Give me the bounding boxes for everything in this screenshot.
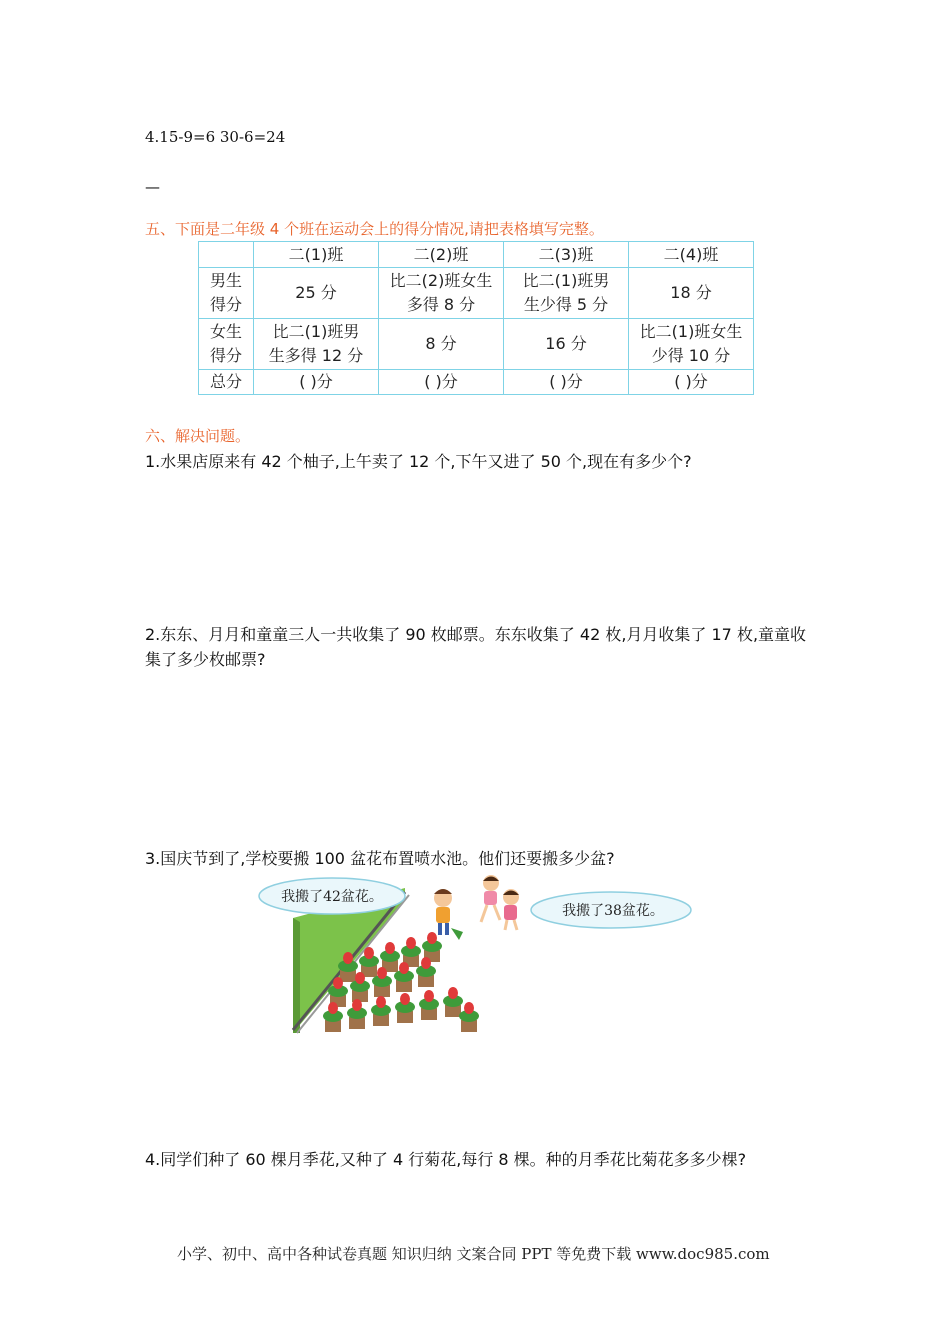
table-cell bbox=[504, 268, 629, 319]
question-3: 3.国庆节到了,学校要搬 100 盆花布置喷水池。他们还要搬多少盆? bbox=[145, 849, 615, 868]
cell-line: 18 分 bbox=[670, 283, 712, 302]
speech-bubble-left bbox=[259, 878, 405, 914]
table-row bbox=[199, 268, 754, 319]
bubble-left-text: 我搬了42盆花。 bbox=[281, 889, 383, 905]
cell-line: 25 分 bbox=[295, 283, 337, 302]
boy-figure bbox=[434, 889, 463, 940]
cell-line: 生少得 5 分 bbox=[523, 295, 609, 314]
flower-moving-illustration bbox=[255, 870, 695, 1035]
table-cell bbox=[629, 268, 754, 319]
question-2: 2.东东、月月和童童三人一共收集了 90 枚邮票。东东收集了 42 枚,月月收集了 17 枚,童童收集了多少枚邮票? bbox=[145, 625, 807, 669]
row-head-boys bbox=[199, 268, 254, 319]
score-table bbox=[198, 241, 754, 395]
page-footer: 小学、初中、高中各种试卷真题 知识归纳 文案合同 PPT 等免费下载 www.doc985.com bbox=[177, 1245, 770, 1263]
question-1: 1.水果店原来有 42 个柚子,上午卖了 12 个,下午又进了 50 个,现在有多少个? bbox=[145, 452, 692, 471]
bubble-right-text: 我搬了38盆花。 bbox=[562, 903, 664, 919]
header-class-2: 二(2)班 bbox=[379, 242, 504, 268]
cell-line: 8 分 bbox=[425, 334, 457, 353]
cell-line: 生多得 12 分 bbox=[268, 346, 364, 365]
table-cell bbox=[379, 319, 504, 370]
speech-bubble-right bbox=[531, 892, 691, 928]
total-blank-cell[interactable]: ( )分 bbox=[379, 370, 504, 395]
row-head-girls bbox=[199, 319, 254, 370]
total-blank-cell[interactable]: ( )分 bbox=[629, 370, 754, 395]
table-row bbox=[199, 319, 754, 370]
section-5-title: 五、下面是二年级 4 个班在运动会上的得分情况,请把表格填写完整。 bbox=[145, 220, 604, 238]
table-cell bbox=[379, 268, 504, 319]
header-class-3: 二(3)班 bbox=[504, 242, 629, 268]
table-cell bbox=[254, 319, 379, 370]
row-head-line: 女生 bbox=[209, 322, 242, 341]
cell-line: 比二(1)班男 bbox=[522, 271, 610, 290]
table-cell bbox=[254, 268, 379, 319]
header-class-4: 二(4)班 bbox=[629, 242, 754, 268]
cell-line: 多得 8 分 bbox=[406, 295, 476, 314]
row-head-total: 总分 bbox=[199, 370, 254, 395]
answer-line: 4.15-9=6 30-6=24 bbox=[145, 128, 286, 146]
cell-line: 少得 10 分 bbox=[651, 346, 731, 365]
cell-line: 比二(1)班女生 bbox=[639, 322, 743, 341]
header-class-1: 二(1)班 bbox=[254, 242, 379, 268]
total-blank-cell[interactable]: ( )分 bbox=[504, 370, 629, 395]
total-blank-cell[interactable]: ( )分 bbox=[254, 370, 379, 395]
table-cell bbox=[629, 319, 754, 370]
girls-figure bbox=[481, 875, 519, 930]
cell-line: 比二(2)班女生 bbox=[389, 271, 493, 290]
separator-dash: — bbox=[145, 178, 160, 196]
row-head-line: 得分 bbox=[209, 295, 242, 314]
section-6-title: 六、解决问题。 bbox=[145, 427, 251, 445]
table-row bbox=[199, 370, 754, 395]
lawn-edge bbox=[293, 918, 300, 1033]
header-corner bbox=[199, 242, 254, 268]
cell-line: 16 分 bbox=[545, 334, 587, 353]
row-head-line: 得分 bbox=[209, 346, 242, 365]
row-head-line: 男生 bbox=[209, 271, 242, 290]
table-header-row bbox=[199, 242, 754, 268]
question-4: 4.同学们种了 60 棵月季花,又种了 4 行菊花,每行 8 棵。种的月季花比菊花多多少棵? bbox=[145, 1150, 747, 1169]
cell-line: 比二(1)班男 bbox=[272, 322, 360, 341]
table-cell bbox=[504, 319, 629, 370]
